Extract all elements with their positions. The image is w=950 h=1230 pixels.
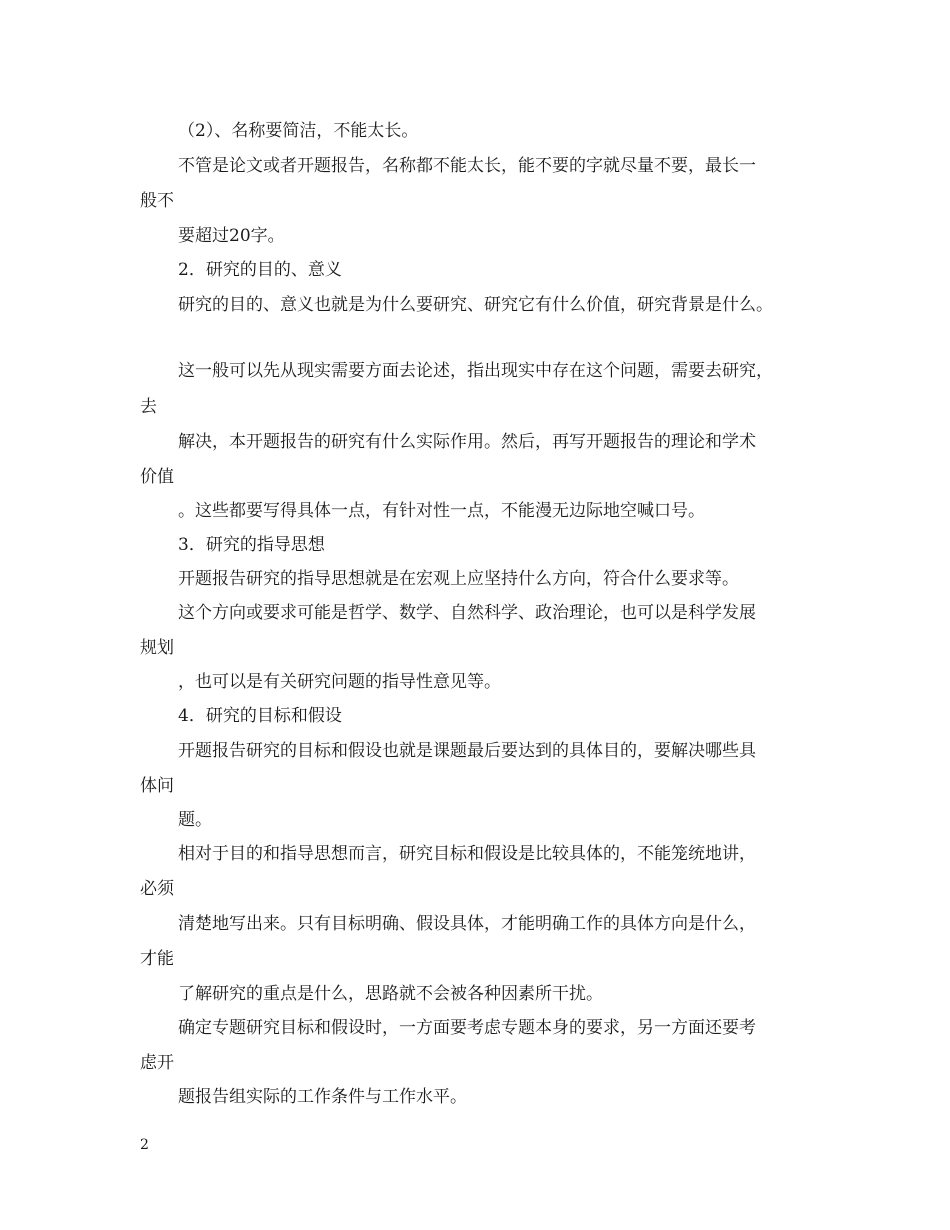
text-line: 题。 xyxy=(178,810,212,830)
text-line: 虑开 xyxy=(140,1053,174,1073)
text-line: 般不 xyxy=(140,191,174,211)
text-line: 。这些都要写得具体一点，有针对性一点，不能漫无边际地空喊口号。 xyxy=(178,501,705,521)
text-line: 才能 xyxy=(140,949,174,969)
text-line: 这一般可以先从现实需要方面去论述，指出现实中存在这个问题，需要去研究， xyxy=(178,361,773,381)
text-line: （2）、名称要简洁，不能太长。 xyxy=(178,121,419,141)
text-line: 开题报告研究的目标和假设也就是课题最后要达到的具体目的，要解决哪些具 xyxy=(178,741,756,761)
text-line: 确定专题研究目标和假设时，一方面要考虑专题本身的要求，另一方面还要考 xyxy=(178,1018,756,1038)
text-line: 清楚地写出来。只有目标明确、假设具体，才能明确工作的具体方向是什么， xyxy=(178,914,756,934)
section-heading: 3．研究的指导思想 xyxy=(178,535,325,555)
section-heading: 4．研究的目标和假设 xyxy=(178,706,342,726)
text-line: 开题报告研究的指导思想就是在宏观上应坚持什么方向，符合什么要求等。 xyxy=(178,569,739,589)
text-line: 必须 xyxy=(140,879,174,899)
text-line: 这个方向或要求可能是哲学、数学、自然科学、政治理论，也可以是科学发展 xyxy=(178,603,756,623)
section-heading: 2．研究的目的、意义 xyxy=(178,260,342,280)
text-line: 规划 xyxy=(140,638,174,658)
text-line: 了解研究的重点是什么，思路就不会被各种因素所干扰。 xyxy=(178,984,603,1004)
text-line: 相对于目的和指导思想而言，研究目标和假设是比较具体的，不能笼统地讲， xyxy=(178,844,756,864)
text-line: 要超过20字。 xyxy=(178,226,285,246)
text-line: ，也可以是有关研究问题的指导性意见等。 xyxy=(178,672,501,692)
text-line: 价值 xyxy=(140,467,174,487)
text-line: 不管是论文或者开题报告，名称都不能太长，能不要的字就尽量不要，最长一 xyxy=(178,156,756,176)
page-number: 2 xyxy=(140,1137,149,1153)
text-line: 去 xyxy=(140,397,157,417)
text-line: 研究的目的、意义也就是为什么要研究、研究它有什么价值，研究背景是什么。 xyxy=(178,295,773,315)
text-line: 体问 xyxy=(140,776,174,796)
text-line: 解决，本开题报告的研究有什么实际作用。然后，再写开题报告的理论和学术 xyxy=(178,432,756,452)
text-line: 题报告组实际的工作条件与工作水平。 xyxy=(178,1087,467,1107)
